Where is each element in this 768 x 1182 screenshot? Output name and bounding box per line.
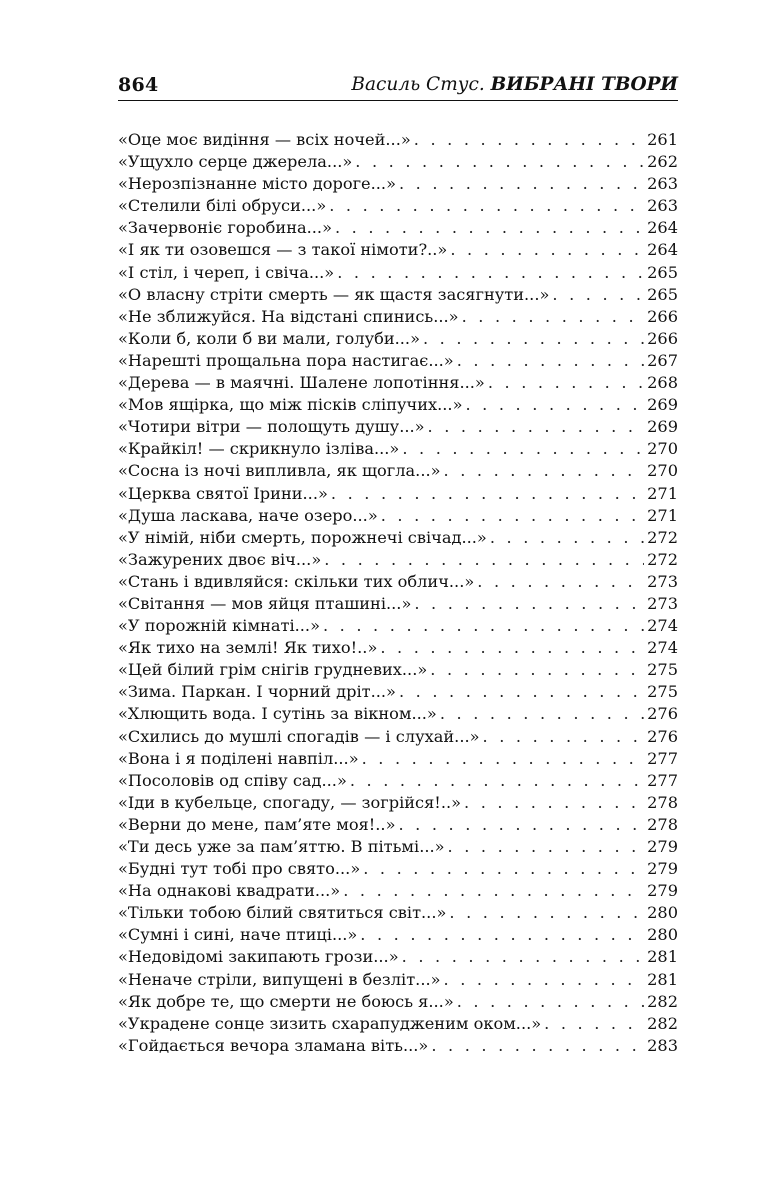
toc-entry-title: «Гойдається вечора зламана віть...»: [118, 1035, 429, 1055]
toc-entry-page: 269: [647, 395, 678, 415]
page-header: [118, 70, 678, 101]
toc-dot-leader: [428, 416, 645, 438]
toc-entry-title: «Нарешті прощальна пора настигає...»: [118, 350, 454, 370]
toc-entry-title: «Ущухло серце джерела...»: [118, 152, 353, 172]
toc-entry-page: 266: [647, 328, 678, 348]
toc-entry-title: «Коли б, коли б ви мали, голуби...»: [118, 328, 420, 348]
toc-entry-page: 280: [647, 903, 678, 923]
toc-dot-leader: [462, 306, 645, 328]
toc-entry: [118, 460, 678, 482]
toc-entry-title: «Як добре те, що смерти не боюсь я...»: [118, 991, 454, 1011]
toc-dot-leader: [440, 703, 644, 725]
toc-entry-title: «Хлющить вода. І сутінь за вікном...»: [118, 704, 437, 724]
toc-entry-page: 272: [647, 549, 678, 569]
toc-dot-leader: [360, 924, 644, 946]
toc-dot-leader: [450, 239, 644, 261]
toc-entry-title: «Церква святої Ірини...»: [118, 483, 328, 503]
toc-dot-leader: [457, 991, 644, 1013]
toc-entry: [118, 262, 678, 284]
toc-entry: [118, 593, 678, 615]
toc-entry: [118, 239, 678, 261]
toc-entry: [118, 659, 678, 681]
toc-dot-leader: [430, 659, 644, 681]
toc-dot-leader: [431, 1035, 644, 1057]
toc-entry-title: «Іди в кубельце, спогаду, — зогрійся!..»: [118, 792, 462, 812]
toc-entry-title: «Стелили білі обруси...»: [118, 196, 327, 216]
toc-entry-page: 268: [647, 373, 678, 393]
toc-entry-title: «Зажурених двоє віч...»: [118, 549, 322, 569]
toc-entry: [118, 924, 678, 946]
toc-dot-leader: [323, 615, 644, 637]
toc-entry-page: 279: [647, 859, 678, 879]
toc-entry-title: «Сумні і сині, наче птиці...»: [118, 925, 358, 945]
toc-entry: [118, 527, 678, 549]
toc-entry-page: 270: [647, 439, 678, 459]
toc-entry-title: «І як ти озовешся — з такої німоти?..»: [118, 240, 448, 260]
toc-entry-title: «Оце моє видіння — всіх ночей...»: [118, 130, 411, 149]
toc-dot-leader: [324, 549, 644, 571]
toc-entry-title: «Сосна із ночі випливла, як щогла...»: [118, 461, 441, 481]
toc-dot-leader: [399, 681, 644, 703]
toc-dot-leader: [335, 217, 644, 239]
toc-entry: [118, 946, 678, 968]
toc-entry-page: 275: [647, 682, 678, 702]
toc-entry-title: «Верни до мене, пам’яте моя!..»: [118, 814, 396, 834]
toc-dot-leader: [331, 483, 644, 505]
running-head: [351, 74, 678, 95]
toc-entry-title: «Не зближуйся. На відстані спинись...»: [118, 306, 459, 326]
toc-entry: [118, 416, 678, 438]
toc-entry-page: 273: [647, 593, 678, 613]
toc-entry-page: 272: [647, 527, 678, 547]
toc-dot-leader: [465, 394, 644, 416]
toc-entry: [118, 637, 678, 659]
toc-entry: [118, 1035, 678, 1057]
toc-entry-title: «Посоловів од співу сад...»: [118, 770, 347, 790]
toc-entry-title: «І стіл, і череп, і свіча...»: [118, 262, 335, 282]
toc-entry-title: «У німій, ніби смерть, порожнечі свічад...»: [118, 527, 487, 547]
toc-entry-page: 273: [647, 571, 678, 591]
toc-entry-page: 282: [647, 991, 678, 1011]
toc-entry-page: 270: [647, 461, 678, 481]
author-name: Василь Стус.: [351, 74, 485, 95]
toc-dot-leader: [449, 902, 644, 924]
toc-entry-page: 277: [647, 770, 678, 790]
toc-dot-leader: [544, 1013, 644, 1035]
toc-entry-title: «Цей білий грім снігів грудневих...»: [118, 660, 428, 680]
toc-dot-leader: [552, 284, 644, 306]
toc-entry-title: «Як тихо на землі! Як тихо!..»: [118, 638, 378, 658]
toc-entry: [118, 328, 678, 350]
toc-entry-page: 279: [647, 881, 678, 901]
toc-entry-title: «Украдене сонце зизить схарапудженим оком...»: [118, 1013, 542, 1033]
toc-entry-page: 282: [647, 1013, 678, 1033]
toc-entry-page: 265: [647, 262, 678, 282]
toc-entry-page: 281: [647, 947, 678, 967]
toc-entry-page: 261: [647, 130, 678, 149]
toc-entry: [118, 217, 678, 239]
page-number: 864: [118, 74, 159, 96]
toc-entry-page: 278: [647, 792, 678, 812]
toc-entry: [118, 372, 678, 394]
toc-dot-leader: [362, 748, 644, 770]
toc-entry-title: «О власну стріти смерть — як щастя засягнути...»: [118, 284, 550, 304]
toc-entry: [118, 350, 678, 372]
toc-entry-page: 277: [647, 748, 678, 768]
toc-dot-leader: [464, 792, 644, 814]
toc-entry-title: «Зачервоніє горобина...»: [118, 218, 332, 238]
toc-dot-leader: [414, 593, 644, 615]
toc-entry-page: 266: [647, 306, 678, 326]
toc-entry: [118, 880, 678, 902]
toc-entry: [118, 195, 678, 217]
toc-entry: [118, 284, 678, 306]
toc-entry: [118, 792, 678, 814]
table-of-contents: [118, 129, 678, 1057]
toc-entry-page: 262: [647, 152, 678, 172]
toc-entry-title: «Душа ласкава, наче озеро...»: [118, 505, 378, 525]
toc-entry-page: 275: [647, 660, 678, 680]
toc-entry-title: «Чотири вітри — полощуть душу...»: [118, 417, 425, 437]
toc-entry-page: 281: [647, 969, 678, 989]
toc-entry-title: «На однакові квадрати...»: [118, 881, 341, 901]
toc-dot-leader: [444, 969, 645, 991]
toc-entry-title: «Світання — мов яйця пташині...»: [118, 593, 412, 613]
toc-dot-leader: [490, 527, 644, 549]
toc-entry-title: «Зима. Паркан. І чорний дріт...»: [118, 682, 396, 702]
toc-dot-leader: [380, 637, 644, 659]
toc-entry-page: 264: [647, 218, 678, 238]
toc-entry: [118, 615, 678, 637]
toc-entry-title: «Мов ящірка, що між пісків сліпучих...»: [118, 395, 463, 415]
toc-entry-title: «Будні тут тобі про свято...»: [118, 859, 361, 879]
toc-entry-title: «Крайкіл! — скрикнуло ізліва...»: [118, 439, 400, 459]
toc-entry: [118, 991, 678, 1013]
toc-dot-leader: [355, 151, 644, 173]
toc-dot-leader: [444, 460, 645, 482]
toc-entry-title: «Вона і я поділені навпіл...»: [118, 748, 359, 768]
toc-dot-leader: [488, 372, 644, 394]
toc-entry: [118, 836, 678, 858]
toc-entry-page: 271: [647, 483, 678, 503]
toc-entry: [118, 129, 678, 151]
toc-entry: [118, 726, 678, 748]
toc-entry-title: «Неначе стріли, випущені в безліт...»: [118, 969, 441, 989]
toc-dot-leader: [329, 195, 644, 217]
toc-entry-page: 265: [647, 284, 678, 304]
toc-entry-title: «Дерева — в маячні. Шалене лопотіння...»: [118, 373, 485, 393]
toc-entry-title: «У порожній кімнаті...»: [118, 616, 320, 636]
toc-entry-page: 267: [647, 350, 678, 370]
toc-entry-page: 264: [647, 240, 678, 260]
toc-dot-leader: [402, 946, 644, 968]
toc-dot-leader: [363, 858, 644, 880]
toc-dot-leader: [343, 880, 644, 902]
toc-entry: [118, 483, 678, 505]
book-title: ВИБРАНІ ТВОРИ: [490, 74, 678, 95]
toc-entry: [118, 858, 678, 880]
toc-dot-leader: [350, 770, 644, 792]
toc-dot-leader: [457, 350, 644, 372]
toc-entry-page: 269: [647, 417, 678, 437]
toc-dot-leader: [483, 726, 645, 748]
toc-entry-page: 263: [647, 174, 678, 194]
toc-entry: [118, 549, 678, 571]
toc-entry-title: «Тільки тобою білий святиться світ...»: [118, 903, 447, 923]
toc-entry: [118, 770, 678, 792]
toc-entry: [118, 814, 678, 836]
toc-entry: [118, 505, 678, 527]
toc-dot-leader: [402, 438, 644, 460]
toc-entry: [118, 969, 678, 991]
toc-entry: [118, 438, 678, 460]
toc-dot-leader: [423, 328, 644, 350]
toc-entry: [118, 394, 678, 416]
toc-entry: [118, 703, 678, 725]
toc-entry-title: «Нерозпізнанне місто дороге...»: [118, 174, 396, 194]
toc-entry: [118, 151, 678, 173]
toc-dot-leader: [399, 173, 644, 195]
toc-entry: [118, 571, 678, 593]
toc-entry: [118, 902, 678, 924]
toc-entry-page: 263: [647, 196, 678, 216]
toc-entry-title: «Недовідомі закипають грози...»: [118, 947, 399, 967]
toc-entry-page: 271: [647, 505, 678, 525]
toc-entry-title: «Схились до мушлі спогадів — і слухай...»: [118, 726, 480, 746]
toc-entry-page: 283: [647, 1035, 678, 1055]
toc-entry-page: 278: [647, 814, 678, 834]
toc-dot-leader: [337, 262, 644, 284]
toc-entry-page: 274: [647, 638, 678, 658]
toc-entry: [118, 748, 678, 770]
toc-dot-leader: [448, 836, 645, 858]
toc-entry-title: «Ти десь уже за пам’яттю. В пітьмі...»: [118, 837, 445, 856]
toc-dot-leader: [398, 814, 644, 836]
toc-entry: [118, 173, 678, 195]
toc-entry: [118, 1013, 678, 1035]
toc-dot-leader: [414, 129, 644, 151]
toc-entry-page: 274: [647, 616, 678, 636]
toc-entry-page: 276: [647, 726, 678, 746]
toc-entry-page: 280: [647, 925, 678, 945]
toc-dot-leader: [477, 571, 644, 593]
toc-entry-title: «Стань і вдивляйся: скільки тих облич...»: [118, 571, 475, 591]
toc-entry-page: 279: [647, 837, 678, 856]
toc-entry: [118, 681, 678, 703]
toc-entry: [118, 306, 678, 328]
toc-dot-leader: [381, 505, 644, 527]
toc-entry-page: 276: [647, 704, 678, 724]
